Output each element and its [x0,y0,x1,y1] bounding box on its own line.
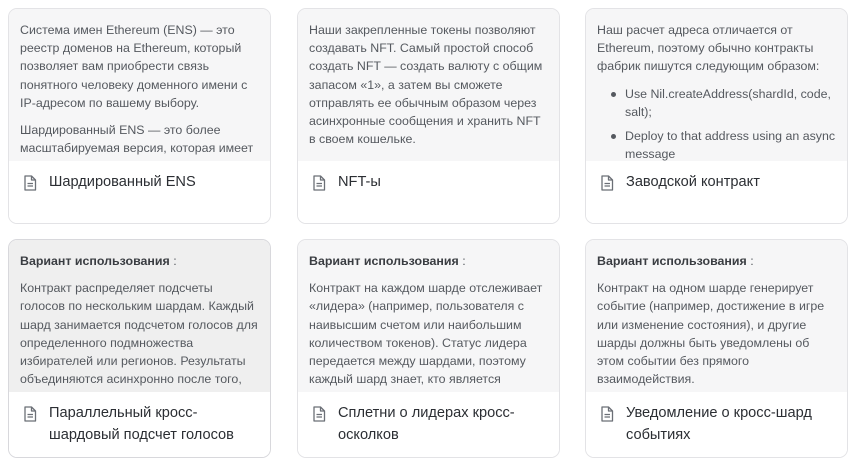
card-title: Параллельный кросс-шардовый подсчет голосов [49,405,234,443]
card-footer [9,161,270,223]
card-sharded-ens[interactable] [8,8,271,224]
use-case-heading [597,252,836,270]
card-preview [586,9,847,161]
card-footer [586,161,847,223]
card-factory-contract[interactable] [585,8,848,224]
card-nfts[interactable] [297,8,560,224]
card-preview [586,240,847,392]
card-footer [9,392,270,457]
preview-text: Контракт на одном шарде генерирует событие (например, достижение в игре или изменение состояния), и другие шарды должны быть уведомлены об этом событии без прямого взаимодействия. [597,281,825,387]
preview-text: Наши закрепленные токены позволяют создавать NFT. Самый простой способ создать NFT — создать валюту с общим запасом «1», а затем вы сможете отправлять ее обычным образом через асинхронные сообщения и хранить NFT в своем кошельке. [309,23,543,147]
list-item: Use Nil.createAddress(shardId, code, salt); [597,85,836,121]
card-footer [298,392,559,457]
preview-text: Система имен Ethereum (ENS) — это реестр доменов на Ethereum, который позволяет вам приобрести связь понятного человеку доменного имени с IP-адресом по вашему выбору. [20,23,248,110]
use-case-label: Вариант использования [597,254,747,268]
file-icon [600,406,614,422]
file-icon [600,175,614,191]
file-icon [23,406,37,422]
card-title: Сплетни о лидерах кросс-осколков [338,405,515,443]
card-preview [9,9,270,161]
preview-text: Наш расчет адреса отличается от Ethereum, поэтому обычно контракты фабрик пишутся следующим образом: [597,23,820,74]
preview-text: Контракт на каждом шарде отслеживает «лидера» (например, пользователя с наивысшим счетом или наибольшим количеством токенов). Статус лидера передается между шардами, поэтому каждый шард знает, кто является [309,281,543,387]
card-cross-shard-events[interactable] [585,239,848,458]
use-case-heading [20,252,259,270]
card-leader-gossip[interactable] [297,239,560,458]
card-title: NFT-ы [338,174,381,190]
card-title: Шардированный ENS [49,174,196,190]
card-footer [298,161,559,223]
use-case-label: Вариант использования [309,254,459,268]
card-title: Заводской контракт [626,174,760,190]
card-preview [298,240,559,392]
card-footer [586,392,847,457]
use-case-colon: : [746,254,754,268]
use-case-label: Вариант использования [20,254,170,268]
use-case-heading [309,252,548,270]
card-preview [9,240,270,392]
preview-text: Контракт распределяет подсчеты голосов по нескольким шардам. Каждый шард занимается подсчетом голосов для определенного подмножества избирателей или регионов. Результаты объединяются асинхронно после того, [20,281,258,387]
preview-text: Шардированный ENS — это более масштабируемая версия, которая имеет [20,123,254,156]
card-title: Уведомление о кросс-шард событиях [626,405,812,443]
use-case-colon: : [169,254,177,268]
card-parallel-vote-count[interactable] [8,239,271,458]
card-preview [298,9,559,161]
bullet-list [597,85,836,161]
file-icon [23,175,37,191]
list-item: Deploy to that address using an async message [597,127,836,161]
use-case-colon: : [458,254,466,268]
file-icon [312,406,326,422]
file-icon [312,175,326,191]
